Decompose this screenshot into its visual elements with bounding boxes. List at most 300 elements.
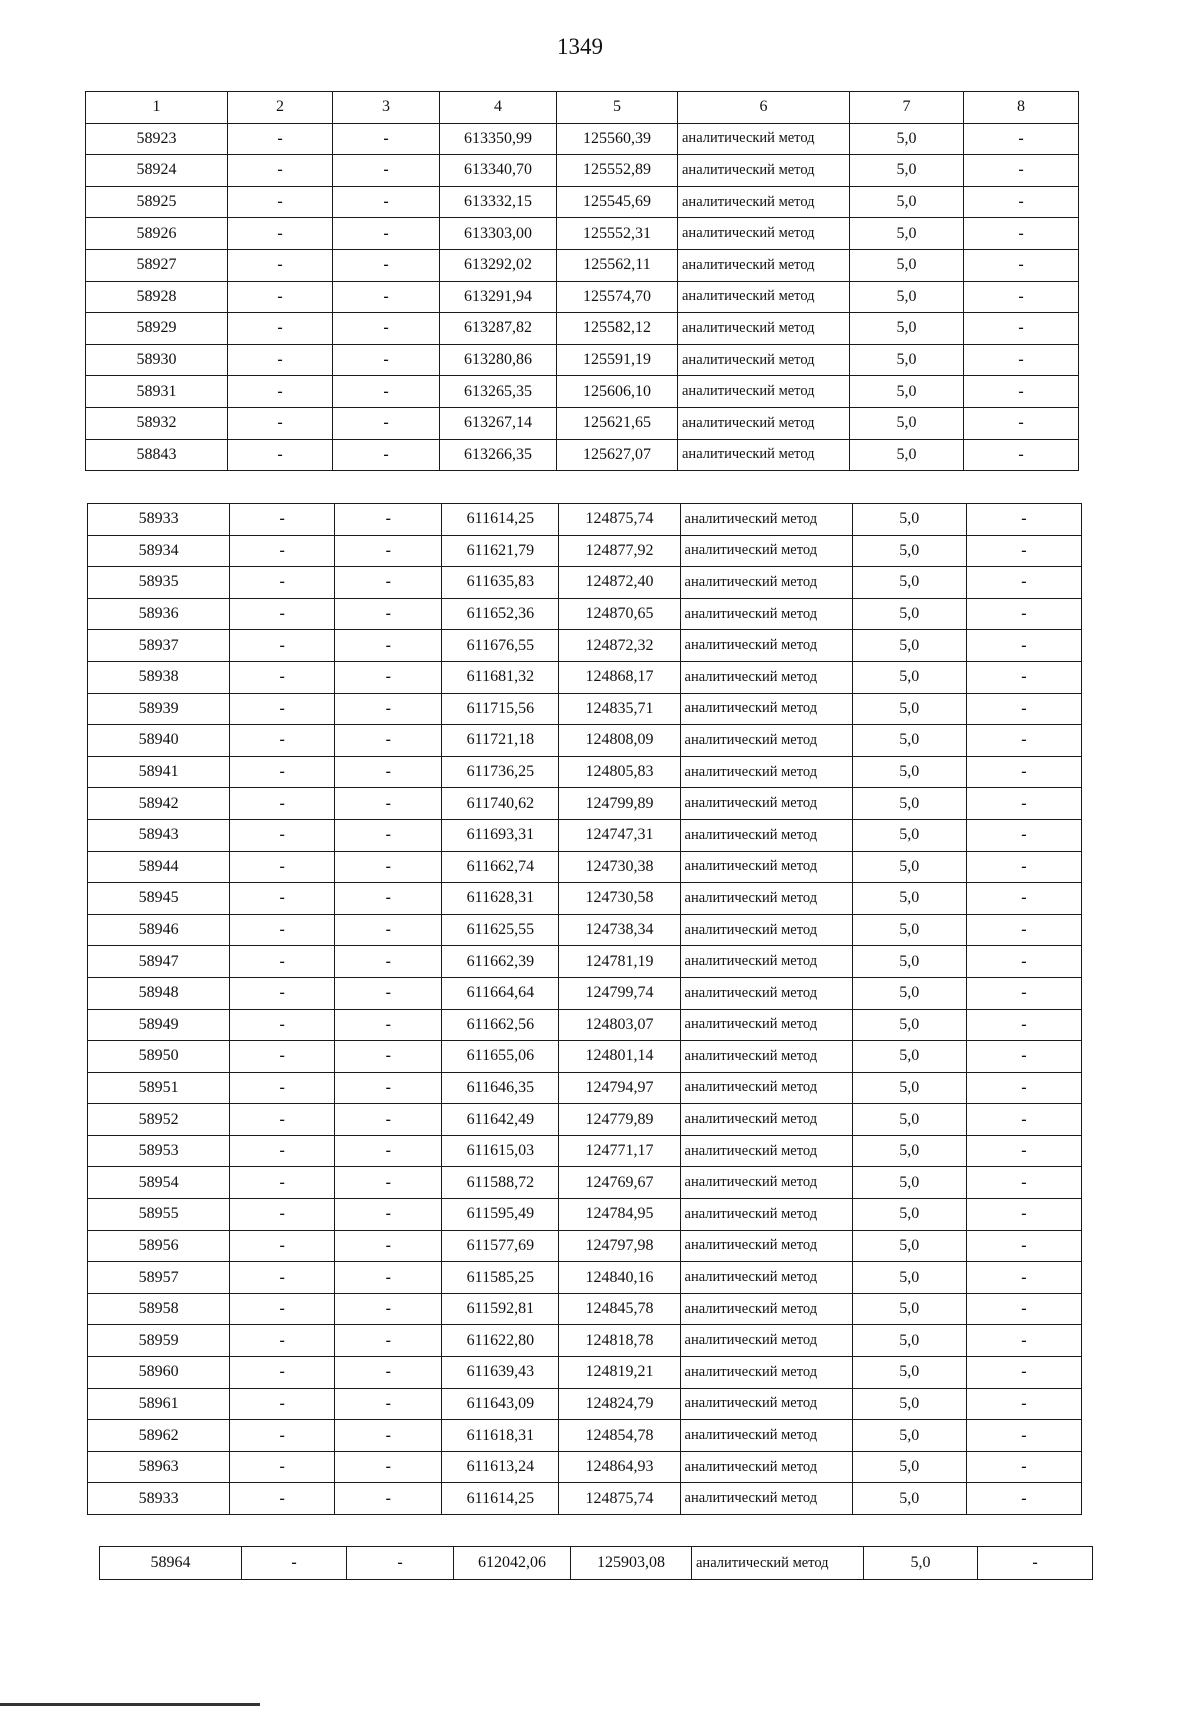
table-row xyxy=(88,567,1082,599)
table-cell: - xyxy=(335,1357,442,1389)
table-cell: - xyxy=(335,1009,442,1041)
table-cell: - xyxy=(230,1293,335,1325)
table-cell: - xyxy=(335,1262,442,1294)
table-cell: - xyxy=(228,249,333,281)
table-row xyxy=(86,439,1079,471)
table-cell: - xyxy=(335,977,442,1009)
table-cell: 124840,16 xyxy=(559,1262,680,1294)
table-cell: 5,0 xyxy=(850,249,964,281)
table-cell: 5,0 xyxy=(852,851,966,883)
table-cell: 5,0 xyxy=(850,376,964,408)
table-cell: 124835,71 xyxy=(559,693,680,725)
table-cell: 613287,82 xyxy=(440,313,557,345)
table-cell: 5,0 xyxy=(852,1041,966,1073)
table-cell: - xyxy=(966,946,1081,978)
table-cell: - xyxy=(230,504,335,536)
table-cell: 611622,80 xyxy=(442,1325,559,1357)
table-row xyxy=(88,756,1082,788)
table-cell: 611618,31 xyxy=(442,1420,559,1452)
table-cell: 611613,24 xyxy=(442,1451,559,1483)
table-cell: аналитический метод xyxy=(680,1009,852,1041)
table-cell: аналитический метод xyxy=(678,281,850,313)
table-cell: аналитический метод xyxy=(678,439,850,471)
table-cell: - xyxy=(230,1199,335,1231)
table-row xyxy=(86,155,1079,187)
table-cell: - xyxy=(335,883,442,915)
table-cell: 611646,35 xyxy=(442,1072,559,1104)
table-cell: 58952 xyxy=(88,1104,230,1136)
table-cell: - xyxy=(964,407,1079,439)
table-cell: аналитический метод xyxy=(678,376,850,408)
table-cell: 124808,09 xyxy=(559,725,680,757)
table-cell: 124769,67 xyxy=(559,1167,680,1199)
table-cell: 5,0 xyxy=(850,218,964,250)
table-cell: - xyxy=(333,344,440,376)
table-cell: - xyxy=(966,851,1081,883)
table-cell: 58945 xyxy=(88,883,230,915)
table-cell: 58930 xyxy=(86,344,228,376)
table-cell: - xyxy=(230,788,335,820)
table-cell: 611662,56 xyxy=(442,1009,559,1041)
table-cell: 58940 xyxy=(88,725,230,757)
table-row xyxy=(88,914,1082,946)
table-cell: 125560,39 xyxy=(557,123,678,155)
table-cell: - xyxy=(966,1262,1081,1294)
table-cell: 612042,06 xyxy=(454,1547,571,1580)
table-cell: 613280,86 xyxy=(440,344,557,376)
table-cell: 5,0 xyxy=(852,1357,966,1389)
table-cell: 611681,32 xyxy=(442,661,559,693)
table-cell: 124730,58 xyxy=(559,883,680,915)
table-cell: 611595,49 xyxy=(442,1199,559,1231)
table-row xyxy=(88,1325,1082,1357)
table-cell: - xyxy=(335,598,442,630)
table-cell: 124771,17 xyxy=(559,1135,680,1167)
table-row xyxy=(86,123,1079,155)
table-row xyxy=(86,249,1079,281)
table-cell: 613291,94 xyxy=(440,281,557,313)
table-cell: 5,0 xyxy=(850,439,964,471)
table-row xyxy=(86,186,1079,218)
table-cell: 5,0 xyxy=(852,1135,966,1167)
table-cell: 125591,19 xyxy=(557,344,678,376)
table-cell: 124864,93 xyxy=(559,1451,680,1483)
table-cell: 5,0 xyxy=(852,1483,966,1515)
scan-edge-line xyxy=(0,1703,260,1706)
table-cell: 58932 xyxy=(86,407,228,439)
table-cell: 5,0 xyxy=(850,186,964,218)
table-cell: 5,0 xyxy=(852,1451,966,1483)
table-cell: - xyxy=(335,1230,442,1262)
table-cell: - xyxy=(230,1420,335,1452)
table-cell: - xyxy=(333,281,440,313)
table-row xyxy=(88,819,1082,851)
table-cell: аналитический метод xyxy=(678,218,850,250)
table-cell: 124738,34 xyxy=(559,914,680,946)
table-cell: 58924 xyxy=(86,155,228,187)
page-number: 1349 xyxy=(557,34,603,59)
table-row xyxy=(88,1041,1082,1073)
table-cell: 5,0 xyxy=(852,567,966,599)
table-cell: аналитический метод xyxy=(680,661,852,693)
header-cell: 7 xyxy=(850,92,964,124)
table-cell: - xyxy=(335,788,442,820)
table-cell: аналитический метод xyxy=(680,1420,852,1452)
table-cell: 124799,74 xyxy=(559,977,680,1009)
table-row xyxy=(88,725,1082,757)
header-cell: 2 xyxy=(228,92,333,124)
table-cell: 58954 xyxy=(88,1167,230,1199)
table-cell: 5,0 xyxy=(864,1547,978,1580)
table-cell: - xyxy=(242,1547,347,1580)
table-cell: аналитический метод xyxy=(680,1135,852,1167)
table-cell: 124875,74 xyxy=(559,504,680,536)
table-cell: 611592,81 xyxy=(442,1293,559,1325)
table-cell: 613340,70 xyxy=(440,155,557,187)
table-cell: 611715,56 xyxy=(442,693,559,725)
table-cell: - xyxy=(228,313,333,345)
table-cell: аналитический метод xyxy=(678,249,850,281)
table-cell: - xyxy=(228,218,333,250)
table-row xyxy=(88,598,1082,630)
table-cell: 5,0 xyxy=(850,344,964,376)
table-cell: - xyxy=(966,567,1081,599)
table-cell: 58933 xyxy=(88,1483,230,1515)
table-cell: - xyxy=(230,1451,335,1483)
table-cell: 613350,99 xyxy=(440,123,557,155)
table-cell: - xyxy=(228,155,333,187)
table-cell: 5,0 xyxy=(850,123,964,155)
table-cell: аналитический метод xyxy=(680,1357,852,1389)
table-cell: 124819,21 xyxy=(559,1357,680,1389)
table-cell: 5,0 xyxy=(852,914,966,946)
table-cell: - xyxy=(230,1388,335,1420)
table-cell: - xyxy=(335,1451,442,1483)
table-cell: аналитический метод xyxy=(680,1104,852,1136)
table-cell: 124747,31 xyxy=(559,819,680,851)
table-cell: - xyxy=(230,693,335,725)
table-cell: 125574,70 xyxy=(557,281,678,313)
table-cell: аналитический метод xyxy=(680,1199,852,1231)
table-cell: - xyxy=(333,313,440,345)
table-cell: - xyxy=(964,249,1079,281)
table-cell: 58928 xyxy=(86,281,228,313)
table-cell: 124781,19 xyxy=(559,946,680,978)
table-cell: аналитический метод xyxy=(678,344,850,376)
table-cell: 611628,31 xyxy=(442,883,559,915)
table-cell: - xyxy=(228,281,333,313)
table-cell: 58937 xyxy=(88,630,230,662)
table-cell: - xyxy=(333,155,440,187)
table-cell: - xyxy=(228,439,333,471)
table-cell: 611652,36 xyxy=(442,598,559,630)
table-cell: аналитический метод xyxy=(680,851,852,883)
table-cell: 125552,31 xyxy=(557,218,678,250)
table-cell: 5,0 xyxy=(852,883,966,915)
coordinates-table-1 xyxy=(85,91,1079,471)
table-cell: - xyxy=(230,535,335,567)
table-cell: - xyxy=(230,725,335,757)
table-cell: 611614,25 xyxy=(442,1483,559,1515)
table-cell: - xyxy=(230,1325,335,1357)
table-row xyxy=(88,1451,1082,1483)
table-cell: аналитический метод xyxy=(680,1451,852,1483)
table-cell: 611577,69 xyxy=(442,1230,559,1262)
table-cell: - xyxy=(335,1167,442,1199)
table-cell: 5,0 xyxy=(852,946,966,978)
table-cell: 5,0 xyxy=(852,1388,966,1420)
table-cell: аналитический метод xyxy=(680,725,852,757)
table-cell: - xyxy=(964,344,1079,376)
table-row xyxy=(88,1262,1082,1294)
table-cell: - xyxy=(966,756,1081,788)
table-cell: 125621,65 xyxy=(557,407,678,439)
table-cell: 5,0 xyxy=(850,313,964,345)
table-cell: 58927 xyxy=(86,249,228,281)
table-cell: - xyxy=(966,883,1081,915)
table-cell: 58962 xyxy=(88,1420,230,1452)
table-cell: аналитический метод xyxy=(680,946,852,978)
table-cell: 124803,07 xyxy=(559,1009,680,1041)
header-cell: 4 xyxy=(440,92,557,124)
table-cell: - xyxy=(335,1041,442,1073)
table-cell: 124868,17 xyxy=(559,661,680,693)
table-cell: 58949 xyxy=(88,1009,230,1041)
table-cell: - xyxy=(964,123,1079,155)
table-row xyxy=(88,1230,1082,1262)
table-cell: - xyxy=(966,693,1081,725)
table-row xyxy=(86,218,1079,250)
table-cell: аналитический метод xyxy=(680,788,852,820)
table-cell: - xyxy=(335,567,442,599)
table-cell: 58961 xyxy=(88,1388,230,1420)
table-cell: - xyxy=(335,1072,442,1104)
table-cell: - xyxy=(966,1104,1081,1136)
table-cell: - xyxy=(335,756,442,788)
table-cell: 5,0 xyxy=(852,977,966,1009)
table-cell: 5,0 xyxy=(852,1420,966,1452)
table-cell: - xyxy=(333,439,440,471)
table-cell: - xyxy=(335,851,442,883)
table-cell: 124784,95 xyxy=(559,1199,680,1231)
table-row xyxy=(86,407,1079,439)
table-cell: 611693,31 xyxy=(442,819,559,851)
table-cell: - xyxy=(964,439,1079,471)
table-cell: - xyxy=(966,1199,1081,1231)
table-cell: 124818,78 xyxy=(559,1325,680,1357)
table-cell: аналитический метод xyxy=(680,1483,852,1515)
table-cell: - xyxy=(228,186,333,218)
table-cell: 5,0 xyxy=(852,1325,966,1357)
table-cell: 58843 xyxy=(86,439,228,471)
table-cell: - xyxy=(335,1104,442,1136)
table-row xyxy=(88,693,1082,725)
table-row xyxy=(88,1357,1082,1389)
table-cell: - xyxy=(966,1388,1081,1420)
table-cell: 58926 xyxy=(86,218,228,250)
table-cell: 5,0 xyxy=(852,598,966,630)
table-cell: - xyxy=(335,725,442,757)
table-cell: 611585,25 xyxy=(442,1262,559,1294)
table-cell: 611625,55 xyxy=(442,914,559,946)
table-cell: 5,0 xyxy=(850,407,964,439)
table-cell: - xyxy=(230,598,335,630)
table-cell: - xyxy=(230,1041,335,1073)
table-cell: 124801,14 xyxy=(559,1041,680,1073)
table-row xyxy=(88,1483,1082,1515)
table-row xyxy=(88,504,1082,536)
table-cell: 58964 xyxy=(100,1547,242,1580)
table-cell: аналитический метод xyxy=(680,914,852,946)
table-cell: - xyxy=(228,407,333,439)
table-row xyxy=(86,344,1079,376)
table-cell: 125545,69 xyxy=(557,186,678,218)
table-cell: 58956 xyxy=(88,1230,230,1262)
table-cell: 611655,06 xyxy=(442,1041,559,1073)
table-cell: аналитический метод xyxy=(680,1262,852,1294)
table-cell: - xyxy=(335,1293,442,1325)
table-cell: - xyxy=(966,1230,1081,1262)
table-cell: 58963 xyxy=(88,1451,230,1483)
table-cell: аналитический метод xyxy=(680,756,852,788)
table-cell: - xyxy=(228,123,333,155)
table-cell: - xyxy=(966,661,1081,693)
table-row xyxy=(88,851,1082,883)
table-cell: - xyxy=(966,1041,1081,1073)
header-cell: 3 xyxy=(333,92,440,124)
table-row xyxy=(88,661,1082,693)
header-cell: 8 xyxy=(964,92,1079,124)
table-cell: - xyxy=(964,313,1079,345)
table-cell: 58948 xyxy=(88,977,230,1009)
table-cell: 124794,97 xyxy=(559,1072,680,1104)
table-cell: 611614,25 xyxy=(442,504,559,536)
table-cell: 58936 xyxy=(88,598,230,630)
table-cell: - xyxy=(335,535,442,567)
table-row xyxy=(88,1199,1082,1231)
table-cell: 124799,89 xyxy=(559,788,680,820)
table-cell: 611662,74 xyxy=(442,851,559,883)
table-cell: 124805,83 xyxy=(559,756,680,788)
table-cell: аналитический метод xyxy=(680,819,852,851)
coordinates-table-2 xyxy=(87,503,1082,1515)
table-cell: - xyxy=(966,504,1081,536)
table-row xyxy=(88,883,1082,915)
table-row xyxy=(88,1420,1082,1452)
table-cell: - xyxy=(335,1325,442,1357)
table-cell: 125606,10 xyxy=(557,376,678,408)
table-cell: 611662,39 xyxy=(442,946,559,978)
table-cell: 611664,64 xyxy=(442,977,559,1009)
table-cell: - xyxy=(966,1167,1081,1199)
table-cell: 5,0 xyxy=(850,155,964,187)
table-cell: - xyxy=(335,630,442,662)
table-cell: аналитический метод xyxy=(680,1167,852,1199)
table-cell: 58943 xyxy=(88,819,230,851)
table-row xyxy=(88,1167,1082,1199)
table-cell: - xyxy=(230,1167,335,1199)
table-cell: - xyxy=(966,1420,1081,1452)
table-cell: - xyxy=(335,693,442,725)
table-cell: 124845,78 xyxy=(559,1293,680,1325)
table-cell: аналитический метод xyxy=(680,567,852,599)
table-cell: 58934 xyxy=(88,535,230,567)
table-cell: 5,0 xyxy=(852,504,966,536)
table-cell: 613267,14 xyxy=(440,407,557,439)
table-cell: - xyxy=(333,123,440,155)
table-cell: - xyxy=(347,1547,454,1580)
table-cell: - xyxy=(335,661,442,693)
table-row xyxy=(100,1547,1093,1580)
table-cell: - xyxy=(966,598,1081,630)
table-cell: 58959 xyxy=(88,1325,230,1357)
table-cell: - xyxy=(966,819,1081,851)
table-cell: 611642,49 xyxy=(442,1104,559,1136)
table-cell: 5,0 xyxy=(852,693,966,725)
table-cell: 5,0 xyxy=(852,788,966,820)
table-cell: 58929 xyxy=(86,313,228,345)
table-cell: аналитический метод xyxy=(680,977,852,1009)
table-cell: 58950 xyxy=(88,1041,230,1073)
table-cell: 613303,00 xyxy=(440,218,557,250)
table-cell: - xyxy=(966,1451,1081,1483)
table-cell: 58938 xyxy=(88,661,230,693)
table-cell: 58941 xyxy=(88,756,230,788)
table-cell: 58933 xyxy=(88,504,230,536)
table-cell: 58957 xyxy=(88,1262,230,1294)
table-cell: - xyxy=(966,1293,1081,1325)
table-cell: 613332,15 xyxy=(440,186,557,218)
table-cell: - xyxy=(230,977,335,1009)
table-row xyxy=(88,1009,1082,1041)
table-cell: - xyxy=(966,535,1081,567)
table-cell: 611721,18 xyxy=(442,725,559,757)
table-cell: аналитический метод xyxy=(680,1041,852,1073)
table-cell: 613265,35 xyxy=(440,376,557,408)
table-cell: - xyxy=(230,914,335,946)
table-cell: - xyxy=(964,155,1079,187)
table-cell: аналитический метод xyxy=(680,504,852,536)
table-cell: - xyxy=(964,376,1079,408)
table-cell: аналитический метод xyxy=(692,1547,864,1580)
table-cell: - xyxy=(335,1388,442,1420)
table-cell: 58944 xyxy=(88,851,230,883)
table-cell: - xyxy=(333,249,440,281)
table-cell: 124872,40 xyxy=(559,567,680,599)
table-cell: аналитический метод xyxy=(680,1388,852,1420)
table-cell: 611621,79 xyxy=(442,535,559,567)
table-cell: 124875,74 xyxy=(559,1483,680,1515)
table-cell: - xyxy=(335,1420,442,1452)
table-cell: аналитический метод xyxy=(678,155,850,187)
table-cell: 5,0 xyxy=(852,661,966,693)
table-cell: 124824,79 xyxy=(559,1388,680,1420)
table-cell: - xyxy=(966,1135,1081,1167)
table-cell: 124854,78 xyxy=(559,1420,680,1452)
table-cell: 124797,98 xyxy=(559,1230,680,1262)
table-cell: - xyxy=(964,218,1079,250)
table-cell: - xyxy=(230,1483,335,1515)
table-cell: - xyxy=(333,407,440,439)
table-cell: 5,0 xyxy=(852,630,966,662)
table-cell: 125582,12 xyxy=(557,313,678,345)
table-cell: - xyxy=(230,1230,335,1262)
table-cell: - xyxy=(230,1262,335,1294)
table-cell: 125627,07 xyxy=(557,439,678,471)
table-cell: - xyxy=(228,376,333,408)
table-row xyxy=(88,946,1082,978)
table-cell: 124730,38 xyxy=(559,851,680,883)
